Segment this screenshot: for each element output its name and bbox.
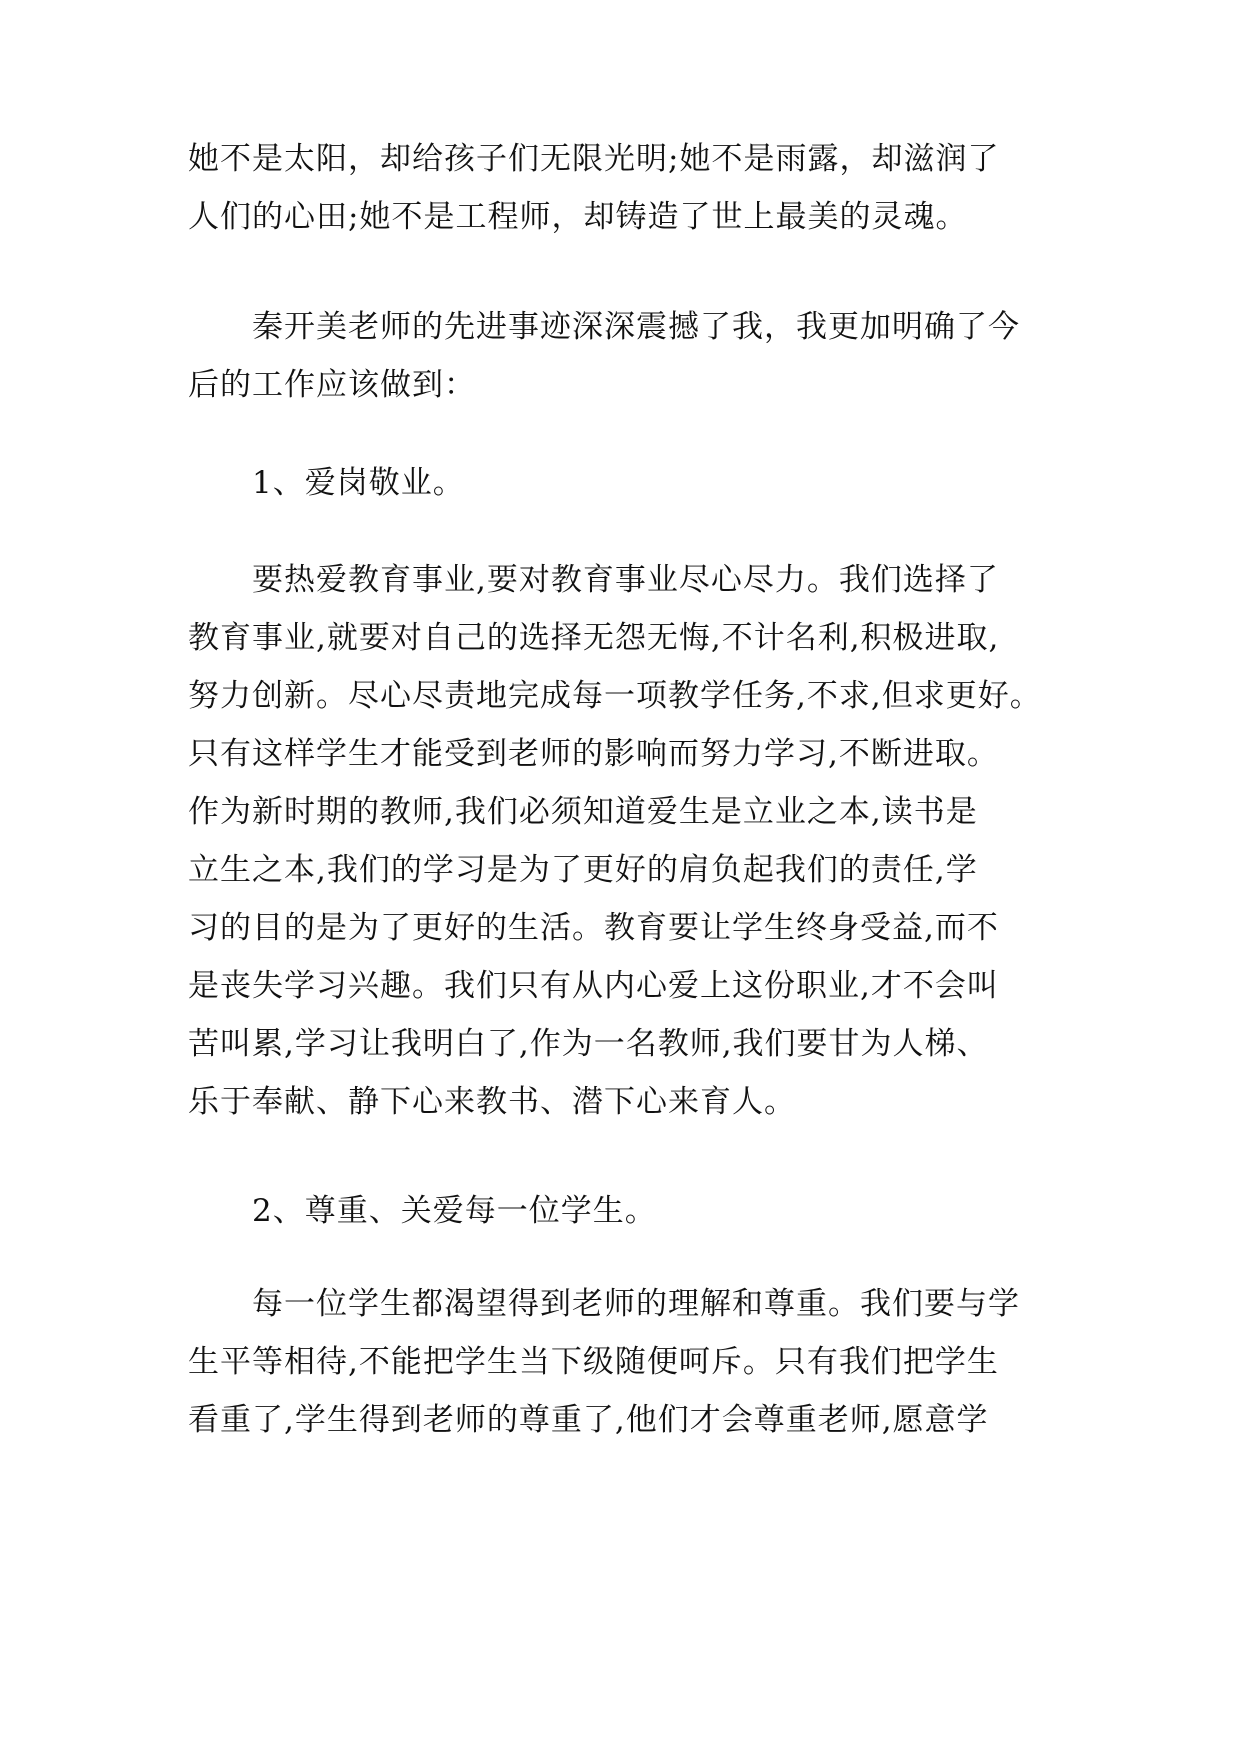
text-line: 是丧失学习兴趣。我们只有从内心爱上这份职业,才不会叫 bbox=[188, 968, 999, 1004]
text-line: 人们的心田;她不是工程师，却铸造了世上最美的灵魂。 bbox=[188, 199, 968, 235]
text-line: 看重了,学生得到老师的尊重了,他们才会尊重老师,愿意学 bbox=[188, 1402, 989, 1438]
section-heading-2 bbox=[188, 1182, 1068, 1240]
text-line: 作为新时期的教师,我们必须知道爱生是立业之本,读书是 bbox=[188, 794, 978, 830]
text-line: 生平等相待,不能把学生当下级随便呵斥。只有我们把学生 bbox=[188, 1344, 999, 1380]
paragraph-dedication bbox=[188, 551, 1068, 1131]
text-line: 只有这样学生才能受到老师的影响而努力学习,不断进取。 bbox=[188, 736, 999, 772]
text-line: 后的工作应该做到： bbox=[188, 367, 476, 403]
paragraph-respect bbox=[188, 1275, 1068, 1449]
section-heading-1 bbox=[188, 454, 1068, 512]
paragraph-sun-metaphor bbox=[188, 130, 1068, 246]
text-line: 习的目的是为了更好的生活。教育要让学生终身受益,而不 bbox=[188, 910, 999, 946]
text-line: 每一位学生都渴望得到老师的理解和尊重。我们要与学 bbox=[252, 1286, 1020, 1322]
heading-line: 2、尊重、关爱每一位学生。 bbox=[252, 1193, 657, 1229]
text-line: 努力创新。尽心尽责地完成每一项教学任务,不求,但求更好。 bbox=[188, 678, 1042, 714]
paragraph-intro bbox=[188, 298, 1068, 414]
heading-line: 1、爱岗敬业。 bbox=[252, 465, 465, 501]
text-line: 乐于奉献、静下心来教书、潜下心来育人。 bbox=[188, 1084, 796, 1120]
text-line: 她不是太阳，却给孩子们无限光明;她不是雨露，却滋润了 bbox=[188, 141, 1000, 177]
text-line: 要热爱教育事业,要对教育事业尽心尽力。我们选择了 bbox=[252, 562, 999, 598]
text-line: 苦叫累,学习让我明白了,作为一名教师,我们要甘为人梯、 bbox=[188, 1026, 989, 1062]
text-line: 立生之本,我们的学习是为了更好的肩负起我们的责任,学 bbox=[188, 852, 978, 888]
text-line: 秦开美老师的先进事迹深深震撼了我，我更加明确了今 bbox=[252, 309, 1020, 345]
text-line: 教育事业,就要对自己的选择无怨无悔,不计名利,积极进取, bbox=[188, 620, 1000, 656]
